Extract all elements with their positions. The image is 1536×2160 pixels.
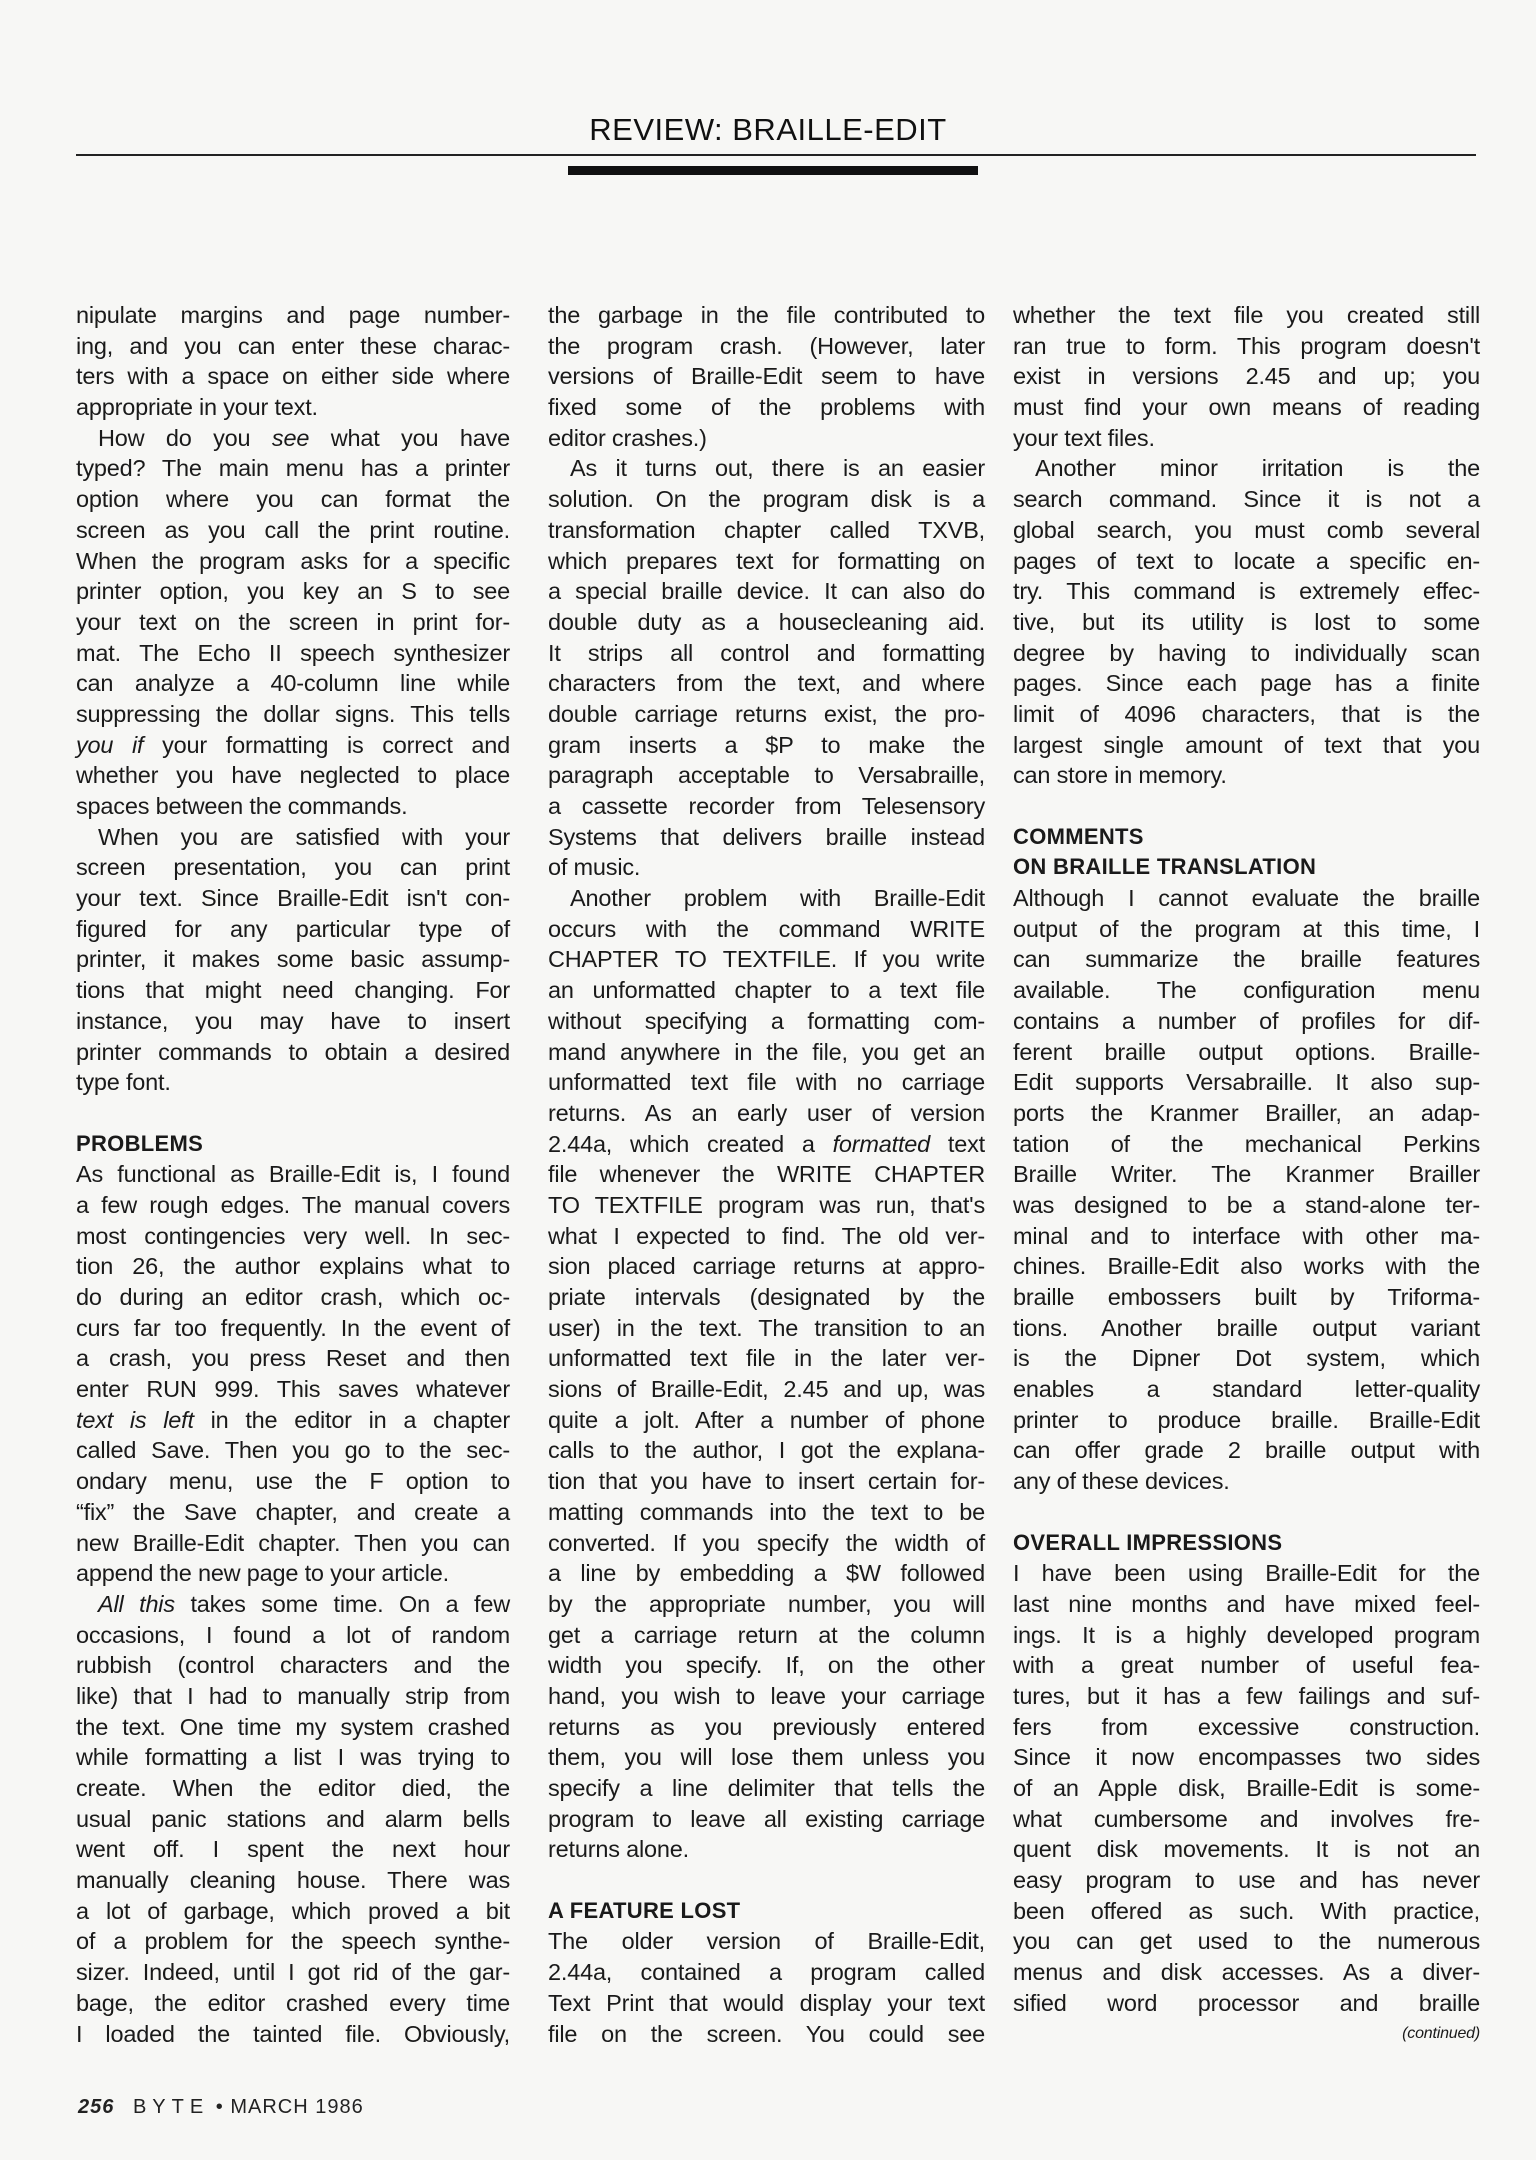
text-line: CHAPTER TO TEXTFILE. If you write xyxy=(548,946,985,973)
section-heading: A FEATURE LOST xyxy=(548,1897,741,1923)
text-line: transformation chapter called TXVB, xyxy=(548,516,985,543)
paragraph xyxy=(548,883,985,1865)
text-line: program to leave all existing carriage xyxy=(548,1805,985,1832)
text-line: must find your own means of reading xyxy=(1013,394,1480,421)
text-line: what I expected to find. The old ver- xyxy=(548,1222,985,1249)
text-line: double duty as a housecleaning aid. xyxy=(548,608,985,635)
column-2 xyxy=(548,300,985,2049)
text-line: them, you will lose them unless you xyxy=(548,1744,985,1771)
text-line: When the program asks for a specific xyxy=(76,547,510,574)
text-line: typed? The main menu has a printer xyxy=(76,455,510,482)
text-line: like) that I had to manually strip from xyxy=(76,1682,510,1709)
text-line: easy program to use and has never xyxy=(1013,1867,1480,1894)
text-line: any of these devices. xyxy=(1013,1468,1230,1495)
text-line: 2.44a, contained a program called xyxy=(548,1959,985,1986)
text-line: usual panic stations and alarm bells xyxy=(76,1805,510,1832)
text-line: ings. It is a highly developed program xyxy=(1013,1621,1480,1648)
text-line: the program crash. (However, later xyxy=(548,332,985,359)
paragraph xyxy=(76,300,510,423)
text-line: a crash, you press Reset and then xyxy=(76,1345,510,1372)
spacer xyxy=(1013,1497,1480,1528)
text-line: global search, you must comb several xyxy=(1013,516,1480,543)
spacer xyxy=(548,1865,985,1896)
text-line: new Braille-Edit chapter. Then you can xyxy=(76,1529,510,1556)
text-line: option where you can format the xyxy=(76,486,510,513)
text-line: the garbage in the file contributed to xyxy=(548,302,985,328)
text-line: ters with a space on either side where xyxy=(76,363,510,390)
text-line: was designed to be a stand-alone ter- xyxy=(1013,1191,1480,1218)
text-line: what cumbersome and involves fre- xyxy=(1013,1805,1480,1832)
text-line: create. When the editor died, the xyxy=(76,1775,510,1801)
header-bar xyxy=(568,166,978,175)
paragraph xyxy=(76,1159,510,1589)
text-line: screen presentation, you can print xyxy=(76,854,510,881)
text-line: printer to produce braille. Braille-Edit xyxy=(1013,1406,1480,1433)
paragraph xyxy=(1013,1558,1480,2018)
section-heading: ON BRAILLE TRANSLATION xyxy=(1013,854,1317,880)
text-line: of music. xyxy=(548,854,641,881)
text-line: do during an editor crash, which oc- xyxy=(76,1284,510,1310)
text-line: mand anywhere in the file, you get an xyxy=(548,1038,985,1065)
text-line: Since it now encompasses two sides xyxy=(1013,1744,1480,1771)
text-line: priate intervals (designated by the xyxy=(548,1284,985,1310)
text-line: called Save. Then you go to the sec- xyxy=(76,1437,510,1464)
text-line: been offered as such. With practice, xyxy=(1013,1897,1480,1924)
text-line: quent disk movements. It is not an xyxy=(1013,1836,1480,1863)
text-line: by the appropriate number, you will xyxy=(548,1590,985,1617)
text-line: append the new page to your article. xyxy=(76,1560,449,1587)
text-line: solution. On the program disk is a xyxy=(548,486,985,513)
text-line: while formatting a list I was trying to xyxy=(76,1744,510,1771)
text-line: converted. If you specify the width of xyxy=(548,1529,985,1556)
text-line: available. The configuration menu xyxy=(1013,977,1480,1004)
text-line: braille embossers built by Triforma- xyxy=(1013,1284,1480,1310)
text-line: paragraph acceptable to Versabraille, xyxy=(548,762,985,789)
text-line: can store in memory. xyxy=(1013,762,1227,789)
text-line: “fix” the Save chapter, and create a xyxy=(76,1498,510,1525)
text-line: file whenever the WRITE CHAPTER xyxy=(548,1161,985,1188)
text-line: went off. I spent the next hour xyxy=(76,1836,510,1863)
text-line: sion placed carriage returns at appro- xyxy=(548,1253,985,1280)
text-line: a cassette recorder from Telesensory xyxy=(548,793,985,819)
text-line: limit of 4096 characters, that is the xyxy=(1013,700,1480,727)
spacer xyxy=(1013,791,1480,822)
text-line: tion 26, the author explains what to xyxy=(76,1253,510,1280)
text-line: pages of text to locate a specific en- xyxy=(1013,547,1480,574)
paragraph xyxy=(1013,300,1480,453)
text-line: file on the screen. You could see xyxy=(548,2020,985,2047)
text-line: can offer grade 2 braille output with xyxy=(1013,1437,1480,1464)
text-line: occasions, I found a lot of random xyxy=(76,1621,510,1648)
text-line: exist in versions 2.45 and up; you xyxy=(1013,363,1480,390)
paragraph xyxy=(76,822,510,1098)
text-line: which prepares text for formatting on xyxy=(548,547,985,574)
continued-note: (continued) xyxy=(1402,2024,1480,2042)
text-line: you if your formatting is correct and xyxy=(76,731,511,758)
text-line: can analyze a 40-column line while xyxy=(76,670,510,697)
text-line: try. This command is extremely effec- xyxy=(1013,578,1480,605)
text-line: suppressing the dollar signs. This tells xyxy=(76,700,510,727)
text-line: When you are satisfied with your xyxy=(98,823,510,850)
text-line: printer option, you key an S to see xyxy=(76,578,510,605)
paragraph xyxy=(76,1589,510,2049)
text-line: unformatted text file with no carriage xyxy=(548,1069,985,1096)
text-line: quite a jolt. After a number of phone xyxy=(548,1406,985,1433)
text-line: screen as you call the print routine. xyxy=(76,516,510,543)
text-line: 2.44a, which created a formatted text xyxy=(548,1130,985,1157)
text-line: printer commands to obtain a desired xyxy=(76,1038,510,1065)
section-heading: COMMENTS xyxy=(1013,823,1144,849)
text-line: matting commands into the text to be xyxy=(548,1498,985,1525)
column-1 xyxy=(76,300,510,2049)
text-line: returns. As an early user of version xyxy=(548,1099,985,1126)
text-line: a few rough edges. The manual covers xyxy=(76,1191,510,1218)
text-line: printer, it makes some basic assump- xyxy=(76,946,510,973)
text-line: the text. One time my system crashed xyxy=(76,1713,510,1740)
text-line: an unformatted chapter to a text file xyxy=(548,977,985,1004)
text-line: enter RUN 999. This saves whatever xyxy=(76,1376,510,1403)
text-line: How do you see what you have xyxy=(98,424,510,451)
text-line: hand, you wish to leave your carriage xyxy=(548,1682,985,1709)
text-line: Although I cannot evaluate the braille xyxy=(1013,885,1480,912)
text-line: returns alone. xyxy=(548,1836,689,1863)
text-line: nipulate margins and page number- xyxy=(76,302,510,328)
text-line: menus and disk accesses. As a diver- xyxy=(1013,1959,1480,1986)
italic-text: formatted xyxy=(832,1130,931,1157)
text-line: chines. Braille-Edit also works with the xyxy=(1013,1253,1480,1280)
section-heading: PROBLEMS xyxy=(76,1130,204,1156)
paragraph xyxy=(548,300,985,453)
text-line: characters from the text, and where xyxy=(548,670,985,697)
text-line: user) in the text. The transition to an xyxy=(548,1314,985,1341)
text-line: without specifying a formatting com- xyxy=(548,1007,985,1034)
text-line: versions of Braille-Edit seem to have xyxy=(548,363,985,390)
text-line: Edit supports Versabraille. It also sup- xyxy=(1013,1069,1480,1096)
text-line: tation of the mechanical Perkins xyxy=(1013,1130,1480,1157)
spacer xyxy=(76,1098,510,1129)
running-head: REVIEW: BRAILLE-EDIT xyxy=(589,112,947,147)
section-heading: OVERALL IMPRESSIONS xyxy=(1013,1529,1283,1555)
text-line: type font. xyxy=(76,1069,171,1096)
text-line: tion that you have to insert certain for- xyxy=(548,1468,985,1495)
text-line: sified word processor and braille xyxy=(1013,1989,1480,2016)
text-line: The older version of Braille-Edit, xyxy=(548,1928,985,1955)
text-line: returns as you previously entered xyxy=(548,1713,985,1740)
page-footer xyxy=(78,2096,364,2119)
text-line: sions of Braille-Edit, 2.45 and up, was xyxy=(548,1376,985,1403)
text-line: pages. Since each page has a finite xyxy=(1013,670,1480,697)
paragraph xyxy=(548,453,985,883)
text-line: is the Dipner Dot system, which xyxy=(1013,1345,1480,1372)
italic-text: All this xyxy=(98,1590,175,1617)
text-line: ports the Kranmer Brailler, an adap- xyxy=(1013,1099,1480,1126)
text-line: tions that might need changing. For xyxy=(76,977,510,1004)
text-line: fixed some of the problems with xyxy=(548,394,985,421)
text-line: enables a standard letter-quality xyxy=(1013,1376,1480,1403)
text-line: mat. The Echo II speech synthesizer xyxy=(76,639,510,666)
text-line: Another problem with Braille-Edit xyxy=(570,885,985,912)
text-line: a lot of garbage, which proved a bit xyxy=(76,1897,510,1924)
text-line: ondary menu, use the F option to xyxy=(76,1468,510,1495)
text-line: instance, you may have to insert xyxy=(76,1007,510,1034)
text-line: whether the text file you created still xyxy=(1013,302,1480,328)
text-line: appropriate in your text. xyxy=(76,394,318,421)
text-line: As functional as Braille-Edit is, I found xyxy=(76,1161,510,1188)
text-line: tive, but its utility is lost to some xyxy=(1013,608,1480,635)
text-line: can summarize the braille features xyxy=(1013,946,1480,973)
text-line: whether you have neglected to place xyxy=(76,762,510,789)
text-line: gram inserts a $P to make the xyxy=(548,731,985,758)
text-line: your text on the screen in print for- xyxy=(76,608,510,635)
text-line: you can get used to the numerous xyxy=(1013,1928,1480,1955)
text-line: Braille Writer. The Kranmer Brailler xyxy=(1013,1161,1480,1188)
text-line: a line by embedding a $W followed xyxy=(548,1560,985,1587)
text-line: get a carriage return at the column xyxy=(548,1621,985,1648)
text-line: I have been using Braille-Edit for the xyxy=(1013,1560,1480,1587)
text-line: manually cleaning house. There was xyxy=(76,1867,510,1894)
text-line: rubbish (control characters and the xyxy=(76,1652,510,1679)
page-number: 256 xyxy=(78,2096,115,2118)
italic-text: see xyxy=(271,424,310,451)
paragraph xyxy=(1013,883,1480,1497)
text-line: text is left in the editor in a chapter xyxy=(76,1406,510,1433)
text-line: tions. Another braille output variant xyxy=(1013,1314,1480,1341)
italic-text: you if xyxy=(76,731,144,758)
text-line: ferent braille output options. Braille- xyxy=(1013,1038,1480,1065)
text-line: unformatted text file in the later ver- xyxy=(548,1345,985,1372)
text-line: It strips all control and formatting xyxy=(548,639,985,666)
text-line: width you specify. If, on the other xyxy=(548,1652,985,1679)
magazine-name: BYTE xyxy=(132,2096,210,2118)
text-line: editor crashes.) xyxy=(548,424,707,451)
text-line: contains a number of profiles for dif- xyxy=(1013,1007,1480,1034)
text-line: output of the program at this time, I xyxy=(1013,915,1480,942)
footer-separator: • xyxy=(215,2096,224,2118)
paragraph xyxy=(1013,453,1480,791)
text-line: double carriage returns exist, the pro- xyxy=(548,700,985,727)
text-line: of a problem for the speech synthe- xyxy=(76,1928,510,1955)
italic-text: text is left xyxy=(76,1406,194,1433)
text-line: with a great number of useful fea- xyxy=(1013,1652,1480,1679)
text-line: fers from excessive construction. xyxy=(1013,1713,1480,1740)
text-line: last nine months and have mixed feel- xyxy=(1013,1590,1480,1617)
text-line: ing, and you can enter these charac- xyxy=(76,332,510,359)
header-rule xyxy=(76,154,1476,156)
text-line: largest single amount of text that you xyxy=(1013,731,1480,758)
text-line: As it turns out, there is an easier xyxy=(570,455,985,482)
text-line: calls to the author, I got the explana- xyxy=(548,1437,985,1464)
text-line: most contingencies very well. In sec- xyxy=(76,1222,510,1249)
text-line: ran true to form. This program doesn't xyxy=(1013,332,1480,359)
text-line: sizer. Indeed, until I got rid of the gar- xyxy=(76,1959,510,1986)
text-line: TO TEXTFILE program was run, that's xyxy=(548,1191,985,1218)
text-line: bage, the editor crashed every time xyxy=(76,1989,510,2016)
text-line: Text Print that would display your text xyxy=(548,1989,985,2016)
text-line: curs far too frequently. In the event of xyxy=(76,1314,510,1341)
text-line: degree by having to individually scan xyxy=(1013,639,1480,666)
text-line: a special braille device. It can also do xyxy=(548,578,985,605)
paragraph xyxy=(76,423,510,822)
text-line: your text. Since Braille-Edit isn't con- xyxy=(76,885,510,912)
text-line: of an Apple disk, Braille-Edit is some- xyxy=(1013,1775,1480,1801)
text-line: Systems that delivers braille instead xyxy=(548,823,985,850)
text-line: occurs with the command WRITE xyxy=(548,915,985,942)
text-line: figured for any particular type of xyxy=(76,915,510,942)
paragraph xyxy=(548,1926,985,2049)
issue-date: MARCH 1986 xyxy=(230,2096,364,2118)
text-line: your text files. xyxy=(1013,424,1155,451)
text-line: I loaded the tainted file. Obviously, xyxy=(76,2020,510,2047)
text-line: minal and to interface with other ma- xyxy=(1013,1222,1480,1249)
column-3 xyxy=(1013,300,1480,2049)
text-line: tures, but it has a few failings and suf- xyxy=(1013,1682,1480,1709)
text-line: Another minor irritation is the xyxy=(1035,455,1480,482)
text-line: spaces between the commands. xyxy=(76,793,408,819)
text-line: specify a line delimiter that tells the xyxy=(548,1775,985,1801)
text-line: All this takes some time. On a few xyxy=(98,1590,510,1617)
text-line: search command. Since it is not a xyxy=(1013,486,1480,513)
